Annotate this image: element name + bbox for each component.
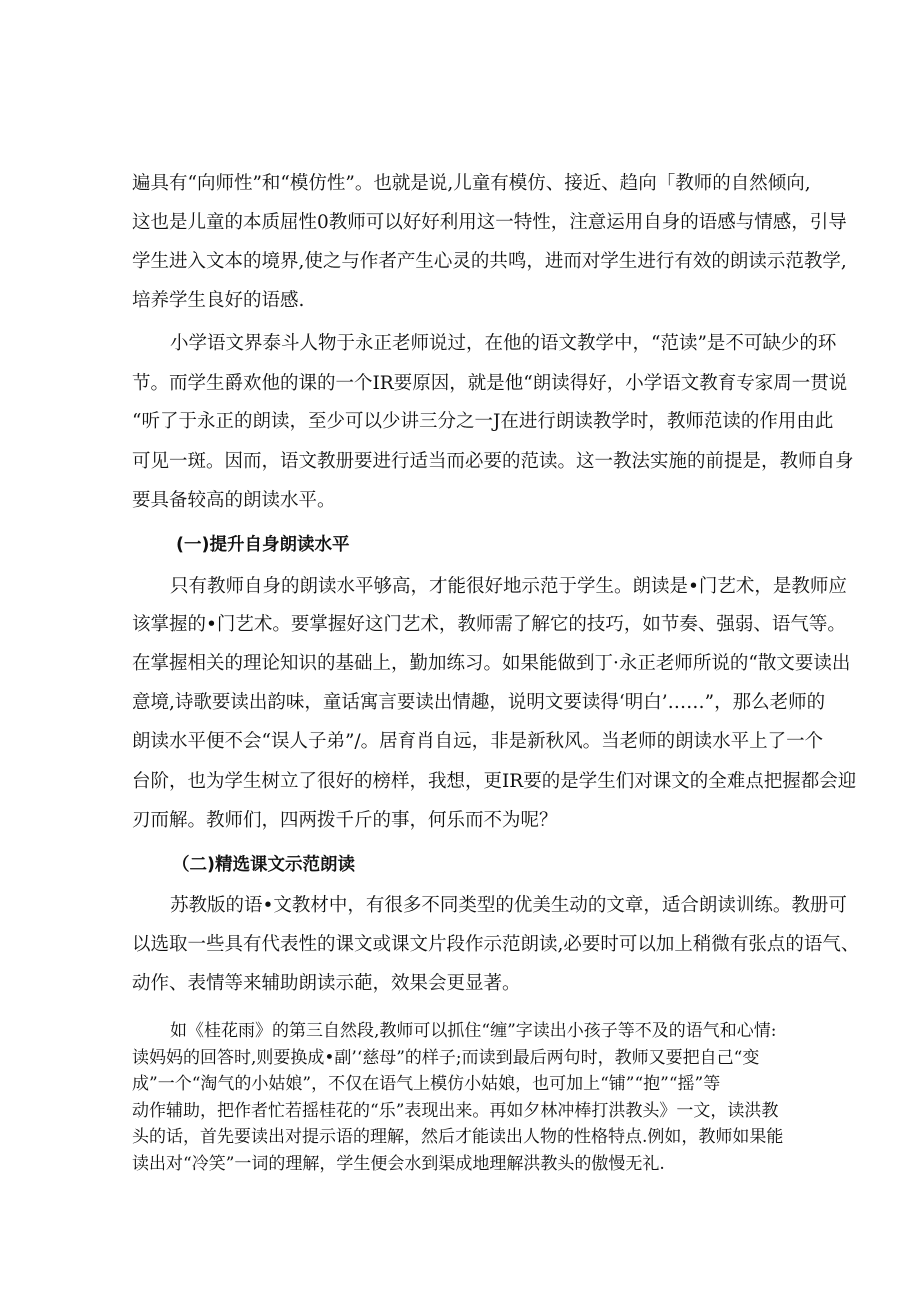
paragraph-3-line-7: 刃而解。教师们，四两拨千斤的事，何乐而不为呢？ bbox=[132, 810, 558, 831]
paragraph-2-line-3: “听了于永正的朗读，至少可以少讲三分之一J在进行朗读教学时，教师范读的作用由此 bbox=[132, 411, 834, 432]
paragraph-3-line-5: 朗读水平便不会“误人子弟”/。居育肖自远，非是新秋风。当老师的朗读水平上了一个 bbox=[132, 731, 824, 752]
section-heading-1: (一)提升自身朗读水平 bbox=[176, 535, 350, 555]
paragraph-1-line-1: 遍具有“向师性”和“模仿性”。也就是说,儿童有模仿、接近、趋向「教师的自然倾向, bbox=[132, 173, 811, 194]
paragraph-3-line-4: 意境,诗歌要读出韵味，童话寓言要读出情趣，说明文要读得‘明白’……”，那么老师的 bbox=[132, 692, 826, 713]
paragraph-3-line-6: 台阶，也为学生树立了很好的榜样，我想，更IR要的是学生们对课文的全难点把握都会迎 bbox=[132, 771, 857, 792]
paragraph-1-line-4: 培养学生良好的语感. bbox=[132, 290, 305, 311]
paragraph-2-line-5: 要具备较高的朗读水平。 bbox=[132, 490, 336, 511]
paragraph-5-line-4: 动作辅助，把作者忙若摇桂花的“乐”表现出来。再如夕林冲棒打洪教头》一文，读洪教 bbox=[132, 1101, 779, 1121]
paragraph-5-line-3: 成”一个“淘气的小姑娘”，不仅在语气上模仿小姑娘，也可加上“铺”“抱”“摇”等 bbox=[132, 1074, 721, 1094]
paragraph-1-line-3: 学生进入文本的境界,使之与作者产生心灵的共鸣，进而对学生进行有效的朗读示范教学, bbox=[132, 251, 847, 272]
paragraph-5-line-6: 读出对“冷笑”一词的理解，学生便会水到渠成地理解洪教头的傲慢无礼. bbox=[132, 1154, 665, 1174]
paragraph-5-line-5: 头的话，首先要读出对提示语的理解，然后才能读出人物的性格特点.例如，教师如果能 bbox=[132, 1127, 784, 1147]
paragraph-5-line-1: 如《桂花雨》的第三自然段,教师可以抓住“缠”字读出小孩子等不及的语气和心情: bbox=[170, 1021, 777, 1041]
paragraph-1-line-2: 这也是儿童的本质屈性0教师可以好好利用这一特性，注意运用自身的语感与情感，引导 bbox=[132, 212, 847, 233]
paragraph-3-line-2: 该掌握的•门艺术。要掌握好这门艺术，教师需了解它的技巧，如节奏、强弱、语气等。 bbox=[132, 614, 846, 635]
paragraph-4-line-3: 动作、表情等来辅助朗读示葩，效果会更显著。 bbox=[132, 973, 521, 994]
paragraph-3-line-1: 只有教师自身的朗读水平够高，才能很好地示范于学生。朗读是•门艺术，是教师应 bbox=[170, 576, 847, 597]
paragraph-4-line-1: 苏教版的语•文教材中，有很多不同类型的优美生动的文章，适合朗读训练。教册可 bbox=[170, 895, 847, 916]
paragraph-2-line-1: 小学语文界泰斗人物于永正老师说过，在他的语文教学中，“范读”是不可缺少的环 bbox=[170, 333, 837, 354]
paragraph-2-line-2: 节。而学生爵欢他的课的一个IR要原因，就是他“朗读得好，小学语文教育专家周一贯说 bbox=[132, 373, 848, 394]
section-heading-2: （二)精选课文示范朗读 bbox=[172, 855, 355, 875]
paragraph-4-line-2: 以选取一些具有代表性的课文或课文片段作示范朗读,必要时可以加上稍微有张点的语气、 bbox=[132, 934, 860, 955]
paragraph-3-line-3: 在掌握相关的理论知识的基础上，勤加练习。如果能做到丁·永正老师所说的“散文要读出 bbox=[132, 653, 851, 674]
paragraph-5-line-2: 读妈妈的回答时,则要换成•副’‘慈母”的样子;而读到最后两句时，教师又要把自己“变 bbox=[132, 1048, 760, 1068]
paragraph-2-line-4: 可见一斑。因而，语文教册要进行适当而必要的范读。这一教法实施的前提是，教师自身 bbox=[132, 451, 854, 472]
